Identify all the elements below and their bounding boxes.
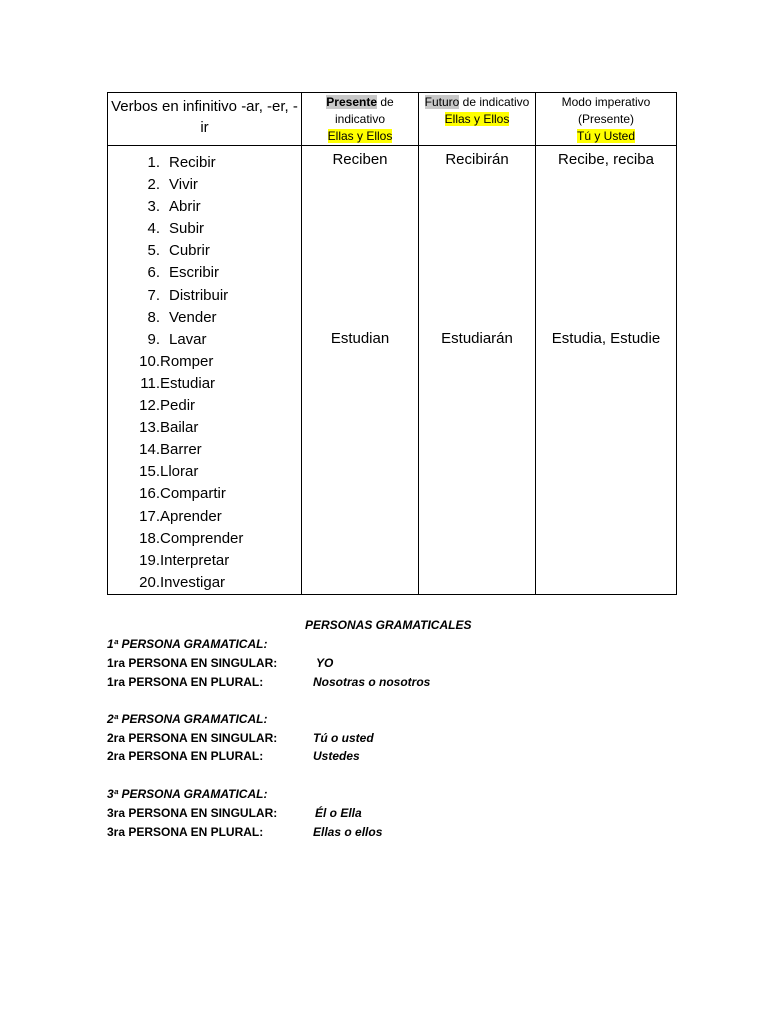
futuro-estudiar: Estudiarán — [441, 330, 513, 347]
persona-3-plural-value: Ellas o ellos — [313, 825, 383, 839]
persona-2-plural-label: 2ra PERSONA EN PLURAL: — [107, 749, 264, 763]
header-futuro-sub: Ellas y Ellos — [444, 112, 510, 126]
verb-name: Interpretar — [160, 551, 230, 569]
verb-list-item — [108, 329, 301, 351]
verb-list-item — [108, 373, 301, 395]
verb-name: Escribir — [169, 264, 220, 282]
persona-1-singular-label: 1ra PERSONA EN SINGULAR: — [107, 656, 278, 670]
verb-number: 14. — [139, 441, 160, 459]
verb-list-item — [108, 550, 301, 572]
verb-name: Abrir — [169, 198, 201, 216]
verb-list-item — [108, 285, 301, 307]
verb-list-item — [108, 395, 301, 417]
verb-number: 17. — [139, 507, 160, 525]
verb-number: 3. — [147, 198, 160, 216]
verb-number: 7. — [147, 286, 160, 304]
verb-number: 15. — [139, 463, 160, 481]
verb-number: 11. — [140, 374, 160, 392]
personas-title: PERSONAS GRAMATICALES — [305, 618, 472, 632]
presente-cell — [302, 146, 419, 595]
header-infinitive — [108, 93, 302, 146]
verb-number: 12. — [139, 397, 160, 415]
header-imperativo — [536, 93, 677, 146]
verb-number: 18. — [139, 529, 160, 547]
verb-number: 10. — [139, 352, 160, 370]
verb-number: 4. — [147, 220, 160, 238]
verb-name: Aprender — [160, 507, 222, 525]
verb-list-cell — [108, 146, 302, 595]
verb-number: 6. — [147, 264, 160, 282]
verb-list-item — [108, 218, 301, 240]
header-imperativo-line1: Modo imperativo — [561, 95, 651, 109]
verb-name: Llorar — [160, 463, 199, 481]
verb-list-item — [108, 461, 301, 483]
verb-number: 1. — [147, 154, 160, 171]
verb-name: Pedir — [160, 397, 196, 415]
persona-3-heading: 3ª PERSONA GRAMATICAL: — [107, 787, 268, 801]
header-futuro-rest: de indicativo — [459, 95, 530, 109]
verb-name: Vender — [169, 308, 217, 326]
verb-list-item — [108, 351, 301, 373]
verb-list-item — [108, 262, 301, 284]
persona-1-singular-value: YO — [316, 656, 334, 670]
verb-number: 13. — [139, 419, 160, 437]
verb-number: 16. — [139, 485, 160, 503]
verb-number: 9. — [147, 330, 160, 348]
verb-conjugation-table — [107, 92, 677, 595]
persona-2-heading: 2ª PERSONA GRAMATICAL: — [107, 712, 268, 726]
verb-number: 20. — [139, 573, 160, 591]
header-presente-word: Presente — [326, 95, 377, 109]
verb-list-item — [108, 240, 301, 262]
header-presente — [302, 93, 419, 146]
verb-list — [108, 146, 301, 594]
verb-number: 8. — [147, 308, 160, 326]
verb-name: Investigar — [160, 573, 226, 591]
verb-name: Romper — [160, 352, 214, 370]
verb-list-item — [108, 528, 301, 550]
persona-3-singular-label: 3ra PERSONA EN SINGULAR: — [107, 806, 278, 820]
imperativo-cell — [536, 146, 677, 595]
verb-list-item — [108, 439, 301, 461]
persona-2-singular-label: 2ra PERSONA EN SINGULAR: — [107, 731, 278, 745]
header-presente-sub: Ellas y Ellos — [327, 129, 393, 143]
verb-name: Estudiar — [160, 374, 216, 392]
verb-list-item — [108, 196, 301, 218]
imperativo-recibir: Recibe, reciba — [558, 151, 654, 168]
verb-list-item — [108, 483, 301, 505]
header-presente-rest: de indicativo — [334, 95, 394, 126]
presente-recibir: Reciben — [332, 151, 388, 168]
verb-name: Subir — [169, 220, 205, 238]
header-imperativo-line2: (Presente) — [577, 112, 635, 126]
verb-number: 2. — [147, 176, 160, 194]
futuro-cell — [419, 146, 536, 595]
verb-name: Distribuir — [169, 286, 229, 304]
persona-2-plural-value: Ustedes — [313, 749, 360, 763]
verb-name: Recibir — [169, 154, 216, 171]
verb-list-item — [108, 417, 301, 439]
verb-list-item — [108, 506, 301, 528]
verb-name: Lavar — [169, 330, 207, 348]
table-header-row — [108, 93, 677, 146]
header-imperativo-sub: Tú y Usted — [576, 129, 636, 143]
verb-name: Vivir — [169, 176, 198, 194]
header-futuro — [419, 93, 536, 146]
verb-list-item — [108, 572, 301, 594]
header-futuro-word: Futuro — [424, 95, 460, 109]
futuro-recibir: Recibirán — [445, 151, 509, 168]
persona-1-plural-label: 1ra PERSONA EN PLURAL: — [107, 675, 264, 689]
verb-name: Compartir — [160, 485, 226, 503]
persona-1-heading: 1ª PERSONA GRAMATICAL: — [107, 637, 268, 651]
verb-name: Cubrir — [169, 242, 210, 260]
persona-2-singular-value: Tú o usted — [313, 731, 374, 745]
header-infinitive-text: Verbos en infinitivo -ar, -er, -ir — [111, 98, 298, 136]
verb-name: Bailar — [160, 419, 199, 437]
persona-3-plural-label: 3ra PERSONA EN PLURAL: — [107, 825, 264, 839]
verb-list-item — [108, 152, 301, 174]
verb-number: 19. — [139, 551, 160, 569]
verb-list-item — [108, 307, 301, 329]
imperativo-estudiar: Estudia, Estudie — [551, 330, 661, 347]
verb-number: 5. — [147, 242, 160, 260]
table-body-row — [108, 146, 677, 595]
persona-1-plural-value: Nosotras o nosotros — [313, 675, 431, 689]
presente-estudiar: Estudian — [330, 330, 390, 347]
verb-name: Comprender — [160, 529, 244, 547]
verb-name: Barrer — [160, 441, 202, 459]
persona-3-singular-value: Él o Ella — [315, 806, 362, 820]
verb-list-item — [108, 174, 301, 196]
